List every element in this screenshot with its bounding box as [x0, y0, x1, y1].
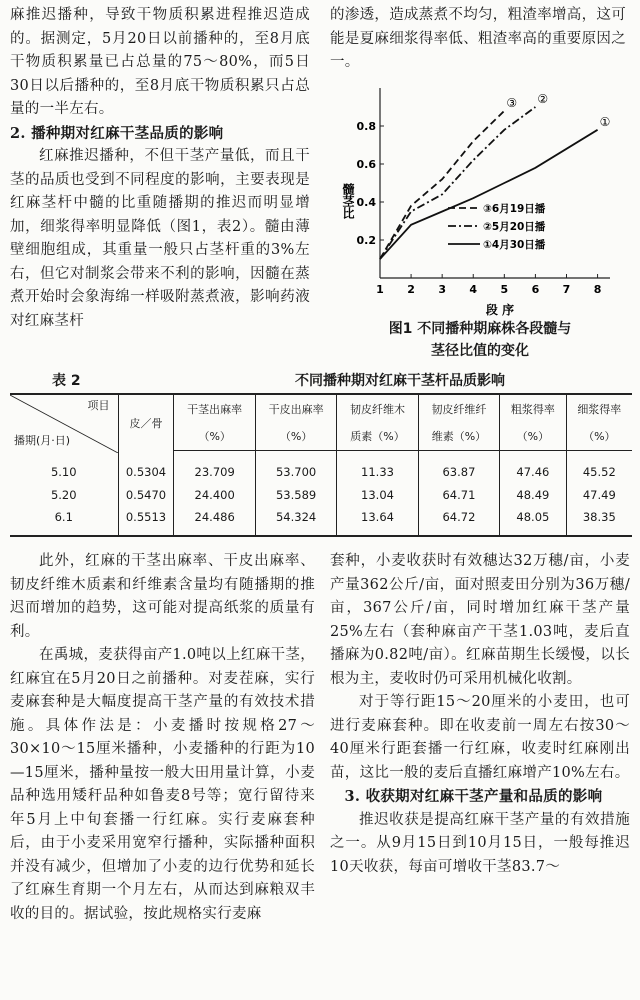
- column-header-unit: （%）: [500, 422, 566, 450]
- figure-caption: [330, 318, 630, 362]
- table-body: [10, 450, 632, 536]
- table-cell: 47.49: [582, 488, 616, 502]
- top-left-column: [10, 4, 310, 333]
- row-date-cell: 5.20: [10, 484, 118, 506]
- x-tick-label: 7: [562, 283, 571, 296]
- legend-label: ②5月20日播: [483, 221, 546, 233]
- table-cell: 0.5513: [118, 506, 174, 536]
- corner-bottom-label: 播期(月·日): [14, 434, 71, 447]
- row-date-cell: 5.10: [10, 450, 118, 484]
- table-cell: 24.486: [174, 506, 255, 536]
- table-cell: 53.700: [255, 450, 336, 484]
- series-end-marker: ①: [599, 114, 611, 129]
- paragraph: 套种，小麦收获时有效穗达32万穗/亩，小麦产量362公斤/亩，面对照麦田分别为36万穗/亩，367公斤/亩，同时增加红麻干茎产量25%左右（套种麻亩产干茎1.03吨，麦后直播麻为0.82吨/亩）。红麻苗期生长缓慢，以长根为主，麦收时仍可采用机械化收割。: [330, 553, 630, 687]
- section-heading: 2. 播种期对红麻干茎品质的影响: [10, 124, 224, 142]
- table-cell: 23.709: [174, 450, 255, 484]
- table-cell: 54.324: [255, 506, 336, 536]
- column-header: 韧皮纤维纤: [418, 394, 499, 422]
- series-end-marker: ③: [506, 95, 518, 110]
- x-tick-label: 8: [593, 283, 602, 296]
- table-row: [10, 484, 632, 506]
- figure-caption-line1: 图1 不同播种期麻株各段髓与: [388, 321, 572, 337]
- table-cell: 24.400: [174, 484, 255, 506]
- column-header-unit: （%）: [255, 422, 336, 450]
- corner-top-label: 项目: [87, 399, 110, 412]
- table-cell: 13.64: [337, 506, 418, 536]
- quality-table: [10, 393, 632, 537]
- table-cell: 0.5304: [118, 450, 174, 484]
- column-header-unit: 维素（%）: [418, 422, 499, 450]
- column-header: 韧皮纤维木: [337, 394, 418, 422]
- x-tick-label: 1: [376, 283, 384, 296]
- x-tick-label: 3: [438, 283, 446, 296]
- row-date-cell: 6.1: [10, 506, 118, 536]
- paragraph: 对于等行距15～20厘米的小麦田，也可进行麦麻套种。即在收麦前一周左右按30～40厘米行距套播一行红麻，收麦时红麻刚出苗，这比一般的麦后直播红麻增产10%左右。: [330, 694, 630, 781]
- table-cell: 38.35: [566, 506, 632, 536]
- table-cell: 63.87: [418, 450, 499, 484]
- column-header: 干皮出麻率: [255, 394, 336, 422]
- paragraph: 红麻推迟播种，不但干茎产量低，而且干茎的品质也受到不同程度的影响，主要表现是红麻茎杆中髓的比重随播期的推迟而明显增加，细浆得率明显降低（图1，表2）。髓由薄壁细胞组成，其重量一般只占茎杆重的3%左右，但它对制浆会带来不利的影响，因髓在蒸煮开始时会象海绵一样吸附蒸煮液，影响药液对红麻茎杆: [10, 148, 310, 329]
- series-end-marker: ②: [537, 92, 549, 106]
- top-right-column: [330, 4, 626, 75]
- y-axis-label: 髓茎比: [341, 183, 355, 219]
- column-header: 细浆得率: [566, 394, 632, 422]
- column-header: 干茎出麻率: [174, 394, 255, 422]
- x-tick-label: 4: [469, 283, 478, 296]
- legend-label: ③6月19日播: [483, 203, 546, 215]
- table-cell: 64.72: [418, 506, 499, 536]
- x-tick-label: 5: [500, 283, 509, 296]
- table-cell: 48.49: [500, 484, 566, 506]
- x-tick-label: 2: [407, 283, 415, 296]
- column-header-unit: （%）: [174, 422, 255, 450]
- table-2: [10, 393, 632, 537]
- table-cell: 47.46: [500, 450, 566, 484]
- legend-label: ①4月30日播: [483, 239, 546, 251]
- table-row: [10, 450, 632, 484]
- table-title: 不同播种期对红麻干茎杆品质影响: [295, 373, 505, 389]
- paragraph: 推迟收获是提高红麻干茎产量的有效措施之一。从9月15日到10月15日，一般每推迟10天收获，每亩可增收干茎83.7～: [330, 811, 630, 875]
- y-tick-label: 0.6: [356, 158, 376, 171]
- x-axis-label: 段 序: [485, 303, 515, 317]
- column-header: 皮／骨: [118, 394, 174, 450]
- paragraph: 在禹城，麦获得亩产1.0吨以上红麻干茎，红麻宜在5月20日之前播种。对麦茬麻，实行麦麻套种是大幅度提高干茎产量的有效技术措施。具体作法是：小麦播时按规格27～30×10～15厘米播种，小麦播种的行距为10—15厘米，播种量按一般大田用量计算，小麦品种选用矮秆品种如鲁麦8号等；宽行留待来年5月上中旬套播一行红麻。实行麦麻套种后，由于小麦采用宽窄行播种，实际播种面积并没有减少，但增加了小麦的边行优势和延长了红麻生育期一个月左右，从而达到麻粮双丰收的目的。据试验，按此规格实行麦麻: [10, 647, 315, 922]
- table-row: [10, 506, 632, 536]
- column-header: 粗浆得率: [500, 394, 566, 422]
- figure-caption-line2: 茎径比值的变化: [431, 343, 529, 359]
- table-cell: 0.5470: [118, 484, 174, 506]
- bottom-right-column: [330, 550, 630, 879]
- table-cell: 45.52: [582, 465, 616, 480]
- series-line: [380, 111, 504, 259]
- y-tick-label: 0.8: [356, 120, 376, 133]
- table-label: 表 2: [52, 373, 81, 389]
- column-header-unit: 质素（%）: [337, 422, 418, 450]
- table-cell: 64.71: [418, 484, 499, 506]
- paragraph: 麻推迟播种，导致干物质积累进程推迟造成的。据测定，5月20日以前播种的，至8月底干物质积累量已占总量的75～80%，而5日30日以后播种的，至8月底干物质积累只占总量的一半左右。: [10, 7, 310, 117]
- bottom-left-column: [10, 550, 315, 926]
- series-line: [380, 107, 535, 259]
- column-header-unit: （%）: [566, 422, 632, 450]
- table-cell: 53.589: [255, 484, 336, 506]
- table-cell: 11.33: [337, 450, 418, 484]
- y-tick-label: 0.2: [356, 234, 376, 247]
- section-heading: 3. 收获期对红麻干茎产量和品质的影响: [344, 788, 603, 805]
- y-tick-label: 0.4: [356, 196, 376, 209]
- table-cell: 48.05: [500, 506, 566, 536]
- x-tick-label: 6: [531, 283, 540, 296]
- table-corner-header: [10, 394, 118, 450]
- paragraph: 此外，红麻的干茎出麻率、干皮出麻率、韧皮纤维木质素和纤维素含量均有随播期的推迟而增加的趋势，这可能对提高纸浆的质量有利。: [10, 553, 315, 640]
- paragraph: 的渗透，造成蒸煮不均匀，粗渣率增高，这可能是夏麻细浆得率低、粗渣率高的重要原因之一。: [330, 7, 626, 70]
- figure-1-chart: [330, 78, 630, 338]
- table-cell: 13.04: [337, 484, 418, 506]
